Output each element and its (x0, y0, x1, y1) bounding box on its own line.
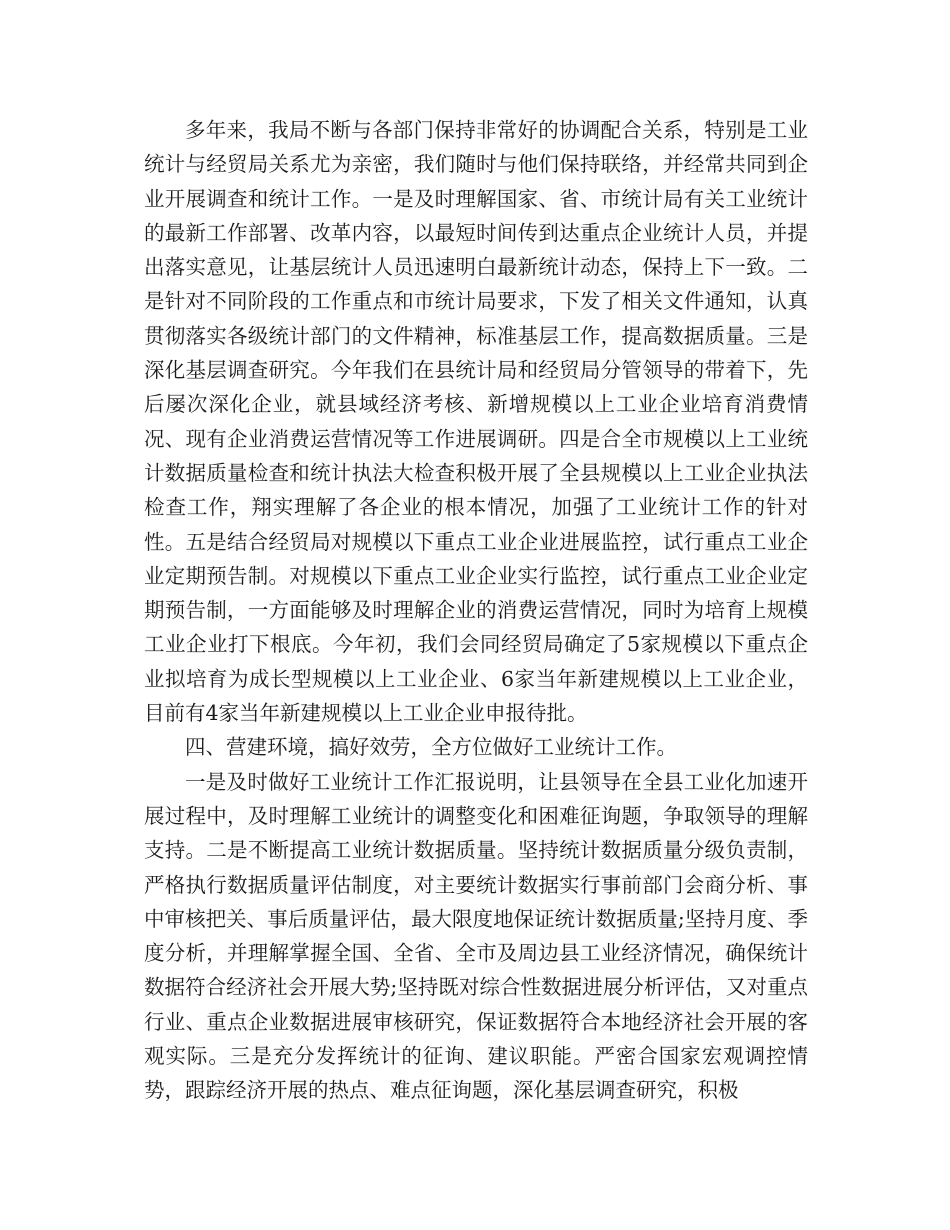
section-heading-environment: 四、营建环境，搞好效劳，全方位做好工业统计工作。 (185, 735, 677, 760)
document-page (144, 113, 808, 1108)
paragraph-reporting-quality: 一是及时做好工业统计工作汇报说明，让县领导在全县工业化加速开展过程中，及时理解工业统计的调整变化和困难征询题，争取领导的理解支持。二是不断提高工业统计数据质量。坚持统计数据质量分级负责制，严格执行数据质量评估制度，对主要统计数据实行事前部门会商分析、事中审核把关、事后质量评估，最大限度地保证统计数据质量;坚持月度、季度分析，并理解掌握全国、全省、全市及周边县工业经济情况，确保统计数据符合经济社会开展大势;坚持既对综合性数据进展分析评估，又对重点行业、重点企业数据进展审核研究，保证数据符合本地经济社会开展的客观实际。三是充分发挥统计的征询、建议职能。严密合国家宏观调控情势，跟踪经济开展的热点、难点征询题，深化基层调查研究，积极 (144, 769, 808, 1103)
paragraph-statistics-cooperation: 多年来，我局不断与各部门保持非常好的协调配合关系，特别是工业统计与经贸局关系尤为亲密，我们随时与他们保持联络，并经常共同到企业开展调查和统计工作。一是及时理解国家、省、市统计局有关工业统计的最新工作部署、改革内容，以最短时间传到达重点企业统计人员，并提出落实意见，让基层统计人员迅速明白最新统计动态，保持上下一致。二是针对不同阶段的工作重点和市统计局要求，下发了相关文件通知，认真贯彻落实各级统计部门的文件精神，标准基层工作，提高数据质量。三是深化基层调查研究。今年我们在县统计局和经贸局分管领导的带着下，先后屡次深化企业，就县域经济考核、新增规模以上工业企业培育消费情况、现有企业消费运营情况等工作进展调研。四是合全市规模以上工业统计数据质量检查和统计执法大检查积极开展了全县规模以上工业企业执法检查工作，翔实理解了各企业的根本情况，加强了工业统计工作的针对性。五是结合经贸局对规模以下重点工业企业进展监控，试行重点工业企业定期预告制。对规模以下重点工业企业实行监控，试行重点工业企业定期预告制，一方面能够及时理解企业的消费运营情况，同时为培育上规模工业企业打下根底。今年初，我们会同经贸局确定了5家规模以下重点企业拟培育为成长型规模以上工业企业、6家当年新建规模以上工业企业，目前有4家当年新建规模以上工业企业申报待批。 (144, 118, 808, 726)
